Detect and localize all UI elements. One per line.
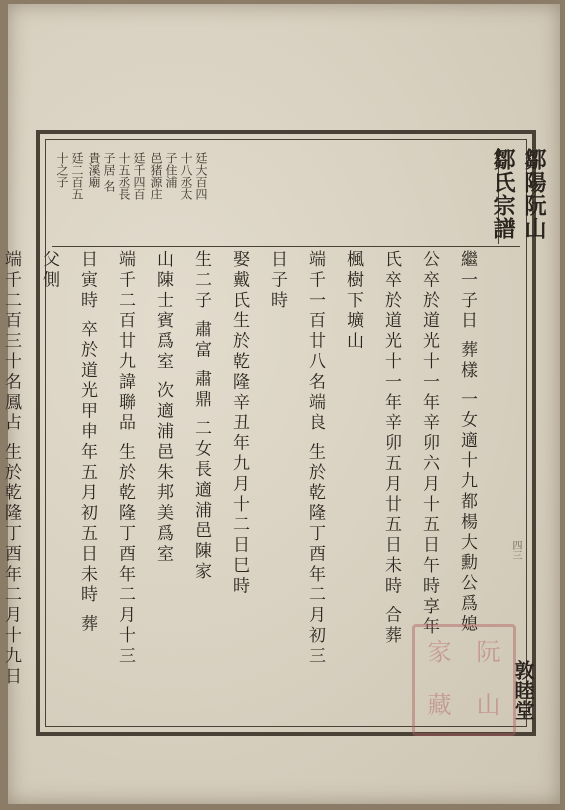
seal-char: 山: [476, 691, 501, 719]
note-line: 廷大百四: [194, 152, 208, 200]
note-group-1: [148, 152, 208, 200]
note-line: 子住浦: [164, 152, 178, 188]
header-notes: [54, 152, 208, 200]
record-line: 楓樹下壙山: [343, 250, 363, 352]
record-line: 娶戴氏生於乾隆辛丑年九月十二日巳時: [229, 250, 249, 597]
record-line: 氏卒於道光十一年辛卯五月廿五日未時 合葬: [381, 250, 401, 647]
seal-char: 家: [427, 638, 452, 666]
note-line: 邑猪源庄: [149, 152, 163, 200]
record-line: 生二子 肅富 肅鼎 二女長適浦邑陳家: [191, 250, 211, 583]
note-line: 十之子: [55, 152, 69, 188]
folio-number: 四三: [510, 540, 521, 560]
note-line: 廷千四百: [132, 152, 146, 200]
record-line: 山陳士賓爲室 次適浦邑朱邦美爲室: [153, 250, 173, 565]
note-group-3: [54, 152, 84, 200]
genealogy-page: [1, 4, 560, 804]
note-group-2: [86, 152, 146, 200]
record-line: 日寅時 卒於道光甲申年五月初五日未時 葬: [77, 250, 97, 635]
red-seal-stamp: [412, 624, 516, 736]
record-line: 端千二百三十名鳳占 生於乾隆丁酉年二月十九日: [1, 250, 21, 688]
note-line: 十八丞太: [179, 152, 193, 200]
note-line: 廷二百五: [70, 152, 84, 200]
note-line: 十五丞長: [117, 152, 131, 200]
frame-inner-border: [1, 139, 547, 727]
record-line: 父側: [39, 250, 59, 291]
record-line: 公卒於道光十一年辛卯六月十五日午時享年: [419, 250, 439, 638]
header-divider: [52, 246, 520, 247]
record-line: 繼一子日 葬樣 一女適十九都楊大勳公爲媳: [457, 250, 477, 635]
hall-name: 敦睦堂: [511, 660, 535, 720]
page-frame: [1, 130, 547, 736]
note-line: 貴溪廟: [87, 152, 101, 188]
record-line: 端千一百廿八名端良 生於乾隆丁酉年二月初三: [305, 250, 325, 667]
seal-char: 阮: [476, 638, 501, 666]
record-line: 端千二百廿九諱聯品 生於乾隆丁酉年二月十三: [115, 250, 135, 667]
seal-char: 藏: [427, 691, 452, 719]
record-line: 日子時: [267, 250, 287, 312]
book-title: 鄒陽阮山鄒氏宗譜: [498, 148, 539, 244]
note-line: 子居 名: [102, 152, 116, 192]
